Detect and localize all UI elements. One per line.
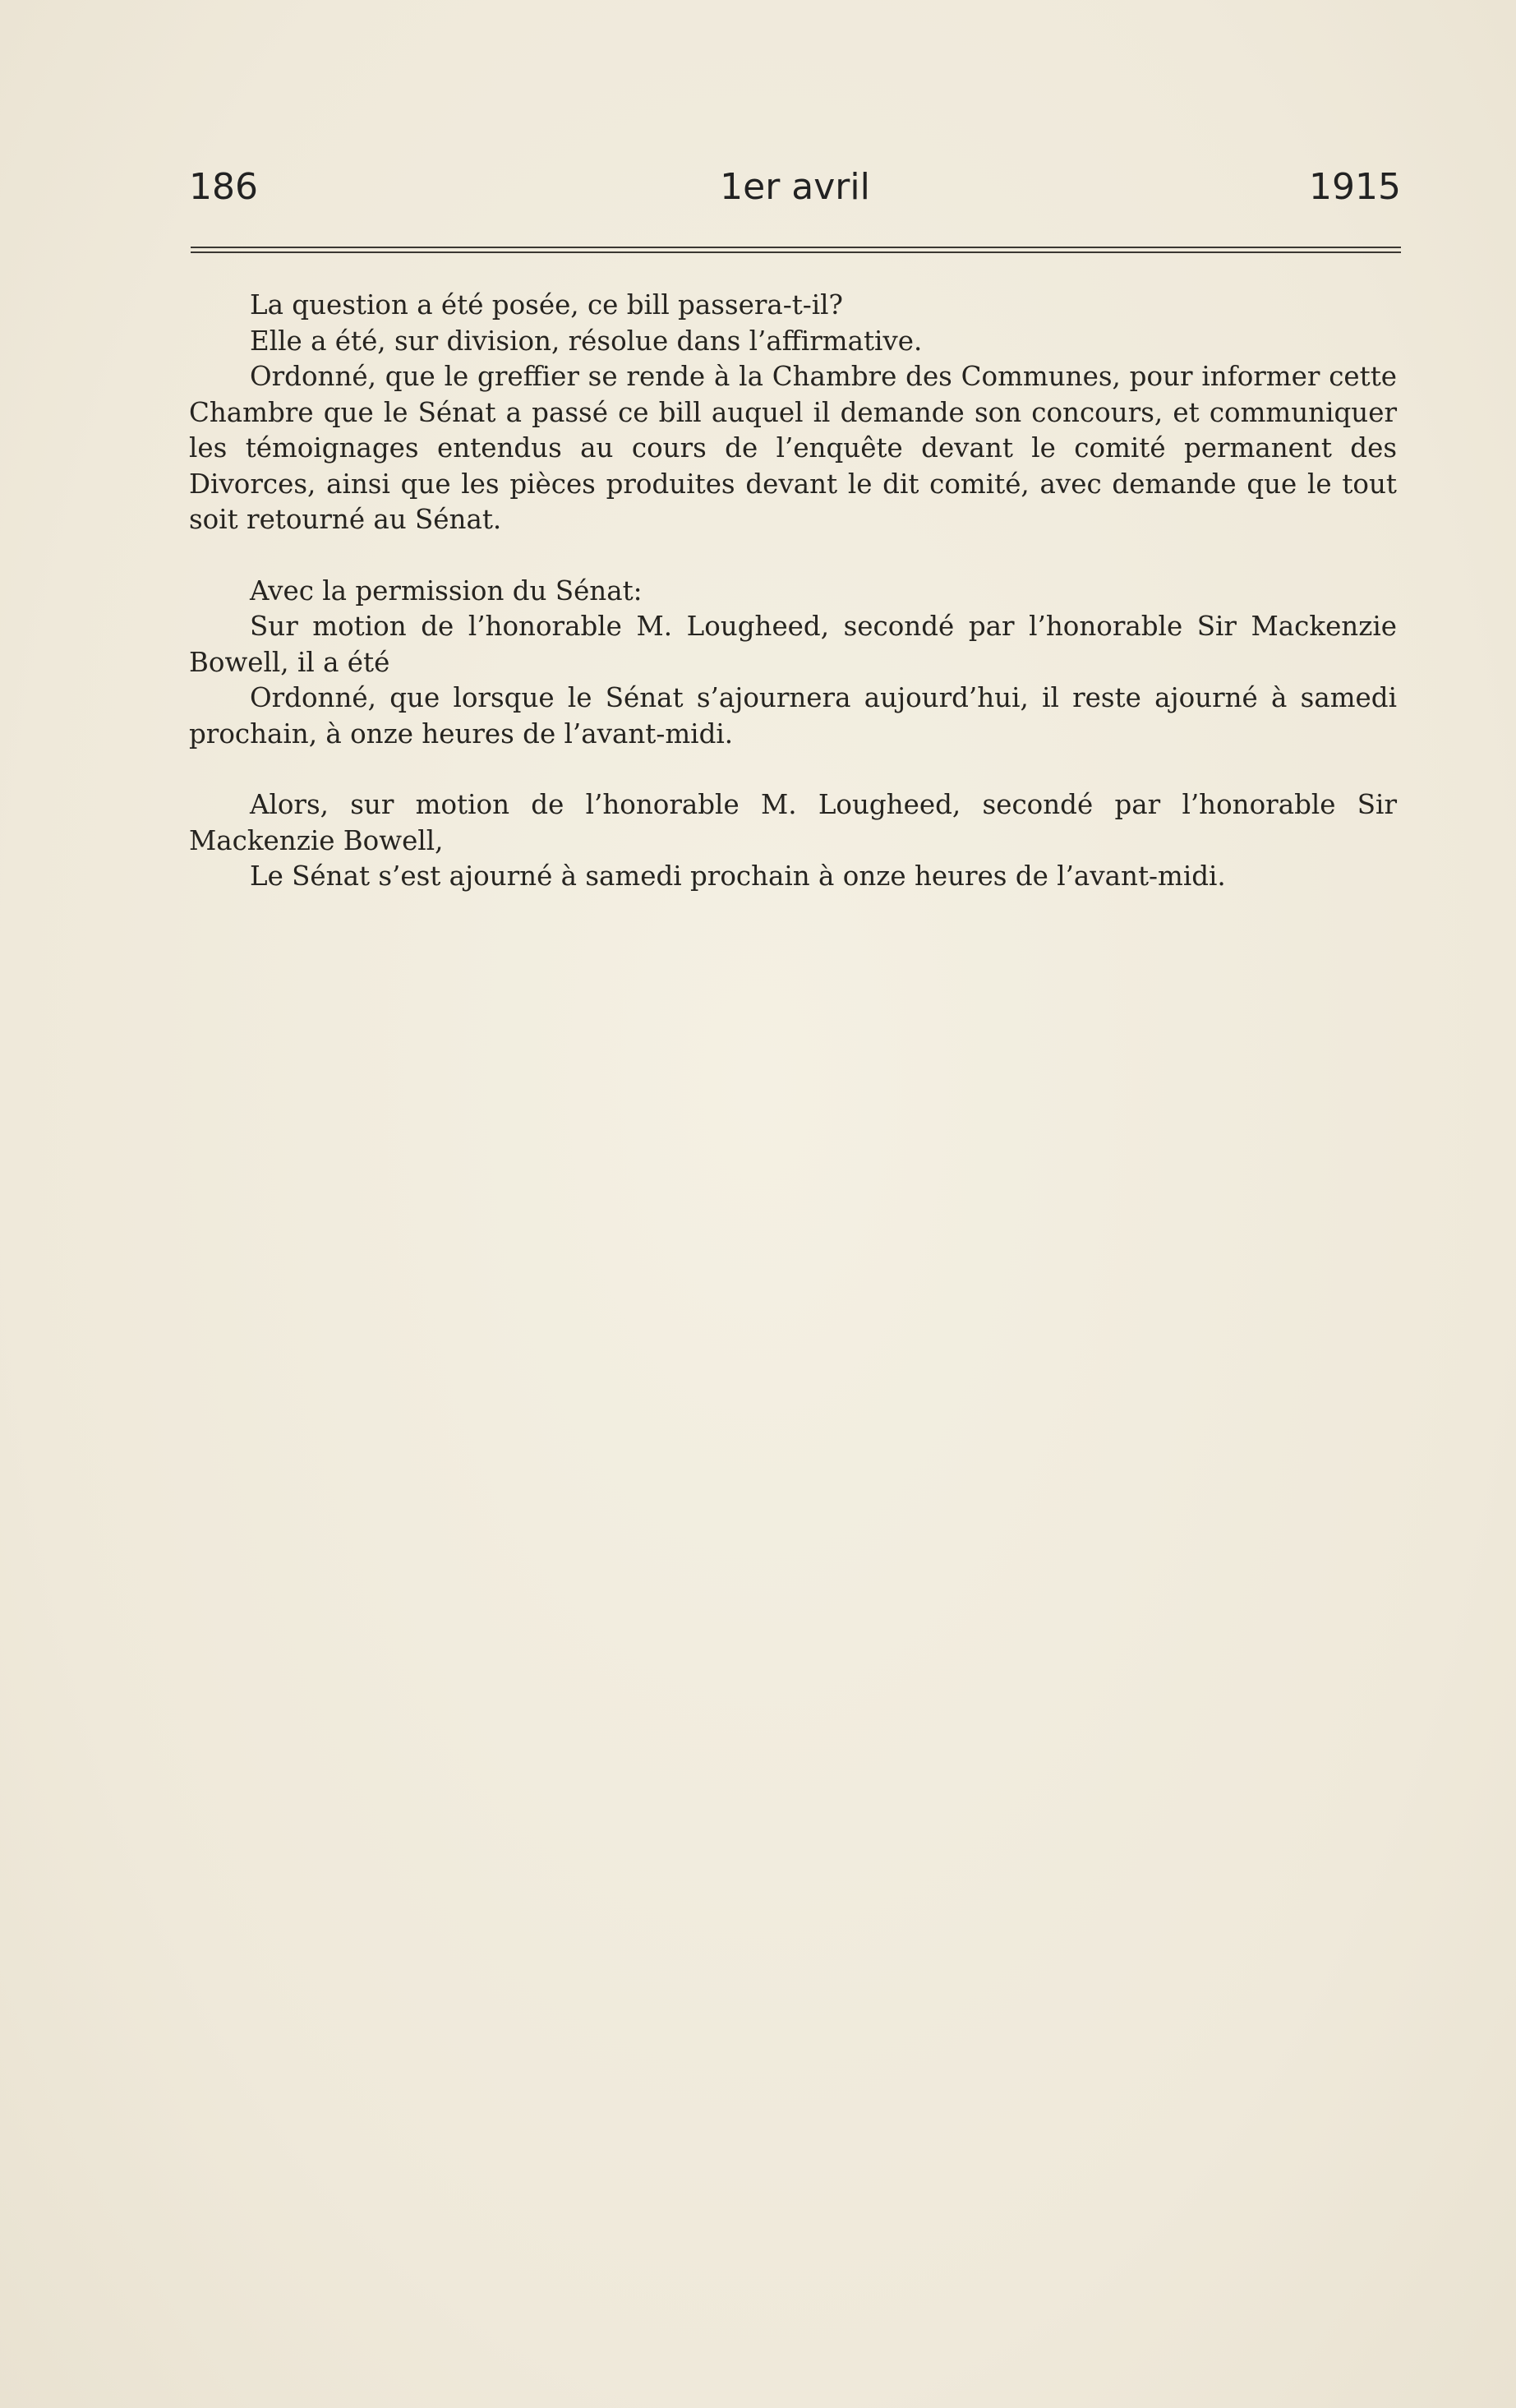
paragraph-order-adjourn: Ordonné, que lorsque le Sénat s’ajournera aujourd’hui, il reste ajourné à samedi prochain, à onze heures de l’avant-midi. — [189, 682, 1397, 750]
paragraph-result: Elle a été, sur division, résolue dans l’affirmative. — [250, 325, 923, 357]
paragraph-permission: Avec la permission du Sénat: — [250, 574, 643, 607]
header-date: 1er avril — [720, 166, 870, 208]
page-header — [189, 163, 1401, 212]
paragraph-motion: Sur motion de l’honorable M. Lougheed, secondé par l’honorable Sir Mackenzie Bowell, il a été — [189, 611, 1397, 678]
header-double-rule — [191, 247, 1401, 253]
body-text — [189, 288, 1397, 895]
header-year: 1915 — [1309, 166, 1401, 208]
paragraph-final-motion: Alors, sur motion de l’honorable M. Lougheed, secondé par l’honorable Sir Mackenzie Bowell, — [189, 789, 1397, 856]
paragraph-adjourned: Le Sénat s’est ajourné à samedi prochain à onze heures de l’avant-midi. — [250, 860, 1226, 892]
page-number: 186 — [189, 166, 258, 208]
paragraph-order-clerk: Ordonné, que le greffier se rende à la Chambre des Communes, pour informer cette Chambre que le Sénat a passé ce bill auquel il demande son concours, et communiquer les témoignages entendus au cours de l’enquête devant le comité permanent des Divorces, ainsi que les pièces produites devant le dit comité, avec demande que le tout soit retourné au Sénat. — [189, 361, 1397, 535]
paragraph-question: La question a été posée, ce bill passera-t-il? — [250, 289, 843, 321]
